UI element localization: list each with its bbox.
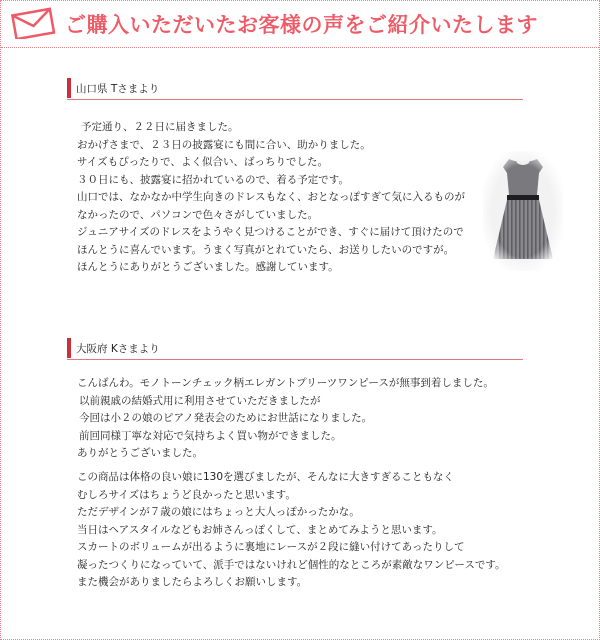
review-body-continued [77, 469, 506, 592]
review-line: 山口では、なかなか中学生向きのドレスもなく、おとなっぽすぎて気に入るものが [77, 191, 465, 203]
review-line: ほんとうにありがとうございました。感謝しています。 [77, 261, 339, 273]
page-title: ご購入いただいたお客様の声をご紹介いたします [65, 13, 538, 37]
review-line: 今回は小２の娘のピアノ発表会のためにお世話になりました。 [79, 412, 373, 424]
review-body [77, 119, 465, 277]
section-marker [67, 78, 71, 98]
review-line: なかったので、パソコンで色々さがしていました。 [77, 208, 319, 221]
review-line: また機会がありましたらよろしくお願いします。 [77, 576, 308, 588]
dress-photo [483, 151, 563, 271]
review-line: こんばんわ。モノトーンチェック柄エレガントプリーツワンピースが無事到着しました。 [77, 377, 494, 389]
envelope-icon [9, 7, 57, 39]
review-line: ３０日にも、披露宴に招かれているので、着る予定です。 [77, 173, 349, 186]
review-header [67, 338, 523, 358]
section-marker [67, 338, 71, 358]
review-line: サイズもぴったりで、よく似合い、ばっちりでした。 [77, 156, 328, 168]
reviewer-name: 山口県 Tさまより [76, 83, 160, 95]
review-line: ありがとうございました。 [77, 447, 203, 459]
review-line: ジュニアサイズのドレスをようやく見つけることができ、すぐに届けて頂けたので [77, 226, 464, 238]
review-line: 凝ったつくりになっていて、派手ではないけれど個性的なところが素敵なワンピースです。 [77, 558, 506, 571]
review-line: 以前親戚の結婚式用に利用させていただきましたが [79, 394, 321, 407]
review-line: 前回同様丁寧な対応で気持ちよく買い物ができました。 [79, 429, 342, 442]
review-line: おかげさまで、２３日の披露宴にも間に合い、助かりました。 [77, 138, 371, 151]
section-rule [67, 359, 523, 360]
review-line: むしろサイズはちょうど良かったと思います。 [77, 488, 296, 501]
review-line: 予定通り、２２日に届きました。 [81, 121, 239, 133]
reviewer-name: 大阪府 Kさまより [76, 343, 160, 355]
review-line: ただデザインが７歳の娘にはちょっと大人っぽかったかな。 [77, 506, 360, 518]
review-header [67, 78, 523, 98]
review-body [77, 375, 494, 463]
header-divider [1, 47, 599, 48]
page-header [1, 1, 599, 41]
review-line: スカートのボリュームが出るように裏地にレースが２段に縫い付けてあったりして [77, 541, 465, 553]
section-rule [67, 99, 523, 100]
review-line: ほんとうに喜んでいます。うまく写真がとれていたら、お送りしたいのですが。 [77, 243, 455, 256]
review-line: この商品は体格の良い娘に130を選びましたが、そんなに大きすぎることもなく [77, 471, 455, 483]
review-line: 当日はヘアスタイルなどもお姉さんっぽくして、まとめてみようと思います。 [77, 523, 443, 536]
